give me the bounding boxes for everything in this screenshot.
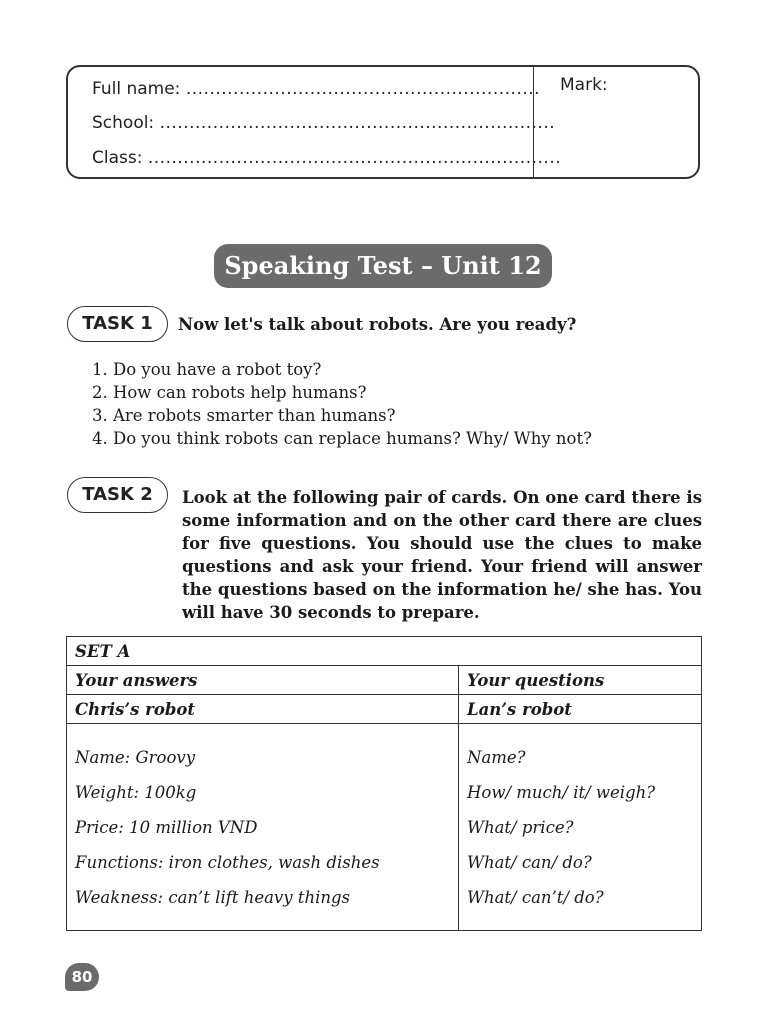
answer-item: Functions: iron clothes, wash dishes [75, 853, 380, 872]
full-name-line[interactable] [92, 79, 540, 99]
question-clue: Name? [467, 748, 526, 767]
class-label: Class: [92, 148, 143, 168]
class-blank[interactable]: ...................................................................... [147, 148, 562, 168]
full-name-label: Full name: [92, 79, 181, 99]
question-clue: What/ can/ do? [467, 853, 592, 872]
mark-label: Mark: [560, 75, 608, 95]
answer-item: Name: Groovy [75, 748, 196, 767]
question-item: 3. Are robots smarter than humans? [92, 406, 396, 425]
set-a-table [66, 636, 702, 931]
answer-item: Price: 10 million VND [75, 818, 258, 837]
question-clue: What/ price? [467, 818, 574, 837]
task2-badge: TASK 2 [67, 477, 168, 513]
class-line[interactable] [92, 148, 561, 168]
full-name-blank[interactable]: ............................................................ [185, 79, 541, 99]
task1-badge: TASK 1 [67, 306, 168, 342]
question-clue: How/ much/ it/ weigh? [467, 783, 656, 802]
school-label: School: [92, 113, 155, 133]
task1-intro: Now let's talk about robots. Are you ready? [178, 315, 577, 334]
task2-instruction: Look at the following pair of cards. On one card there is some information and on the other card there are clues for five questions. You should use the clues to make questions and ask your friend. Your friend will answer the questions based on the information he/ she has. You will have 30 seconds to prepare. [182, 488, 702, 622]
set-label: SET A [67, 637, 702, 666]
page-number: 80 [65, 963, 99, 991]
school-blank[interactable]: ................................................................... [159, 113, 556, 133]
question-clue: What/ can’t/ do? [467, 888, 604, 907]
task1-question-list [92, 358, 592, 450]
answer-item: Weight: 100kg [75, 783, 197, 802]
info-divider [533, 67, 534, 177]
school-line[interactable] [92, 113, 555, 133]
question-item: 2. How can robots help humans? [92, 383, 367, 402]
left-card-title: Chris’s robot [67, 695, 459, 724]
student-info-box [66, 65, 700, 179]
answer-item: Weakness: can’t lift heavy things [75, 888, 351, 907]
questions-cell [459, 724, 702, 931]
answers-column-header: Your answers [67, 666, 459, 695]
questions-column-header: Your questions [459, 666, 702, 695]
question-item: 4. Do you think robots can replace humans? Why/ Why not? [92, 429, 592, 448]
right-card-title: Lan’s robot [459, 695, 702, 724]
answers-cell [67, 724, 459, 931]
question-item: 1. Do you have a robot toy? [92, 360, 322, 379]
page-title: Speaking Test – Unit 12 [214, 244, 552, 288]
